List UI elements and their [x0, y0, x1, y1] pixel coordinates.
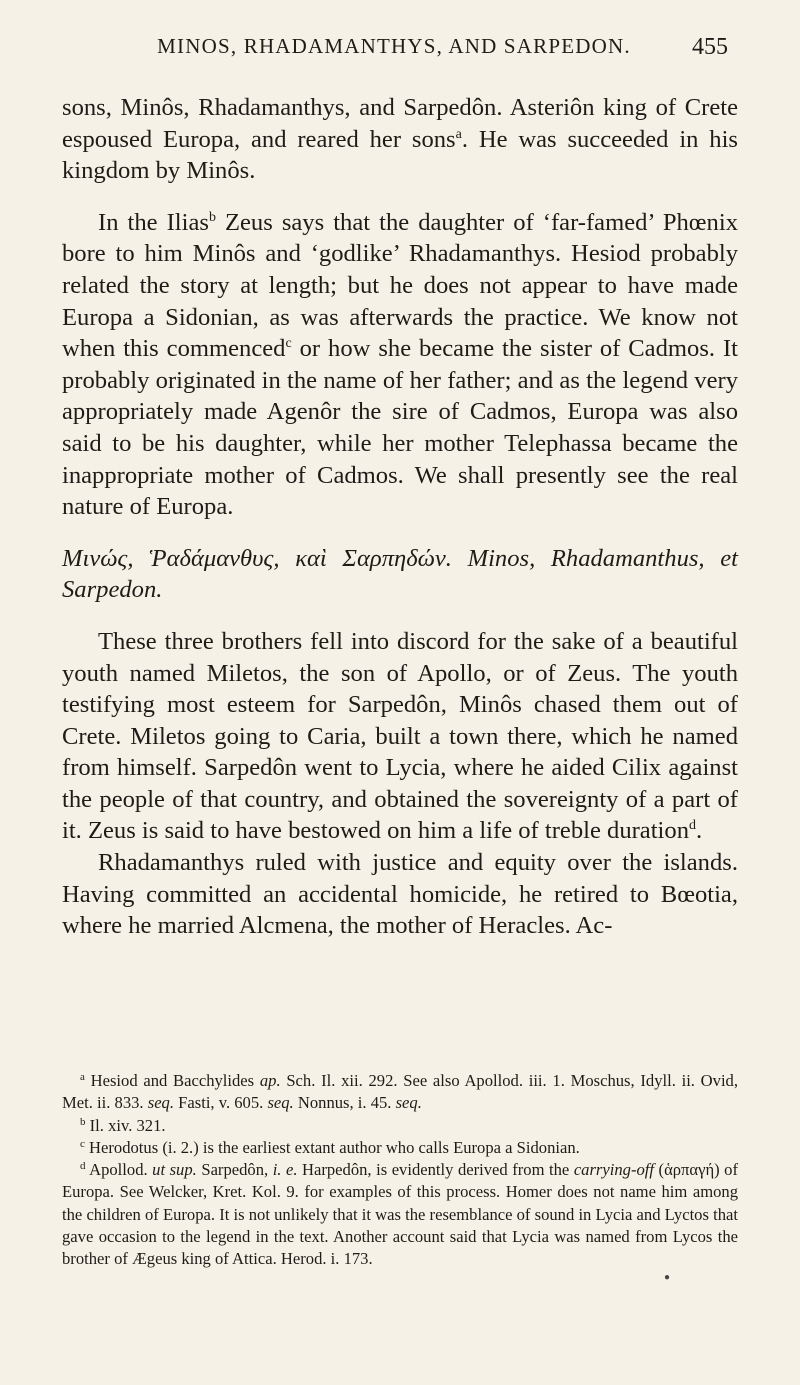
section-heading — [62, 543, 738, 606]
footnote-ref-d[interactable]: d — [689, 818, 696, 834]
footnote-ref-c[interactable]: c — [285, 336, 292, 352]
footnote-a: $^a$ Hesiod and Bacchylides ap. Sch. Il. xii. 292. See also Apollod. iii. 1. Moschus, Idyll. ii. Ovid, Met. ii. 833. seq. Fasti, v. 605. seq. Nonnus, i. 45. seq. — [62, 1071, 739, 1113]
footnotes — [62, 1070, 738, 1271]
page-number: 455 — [692, 34, 728, 60]
paragraph-1: sons, Minôs, Rhadamanthys, and Sarpedôn. Asteriôn king of Crete espoused Europa, and reared her sons$^a$. He was succeeded in his kingdom by Minôs. — [62, 94, 738, 185]
paragraph-2: In the Ilias$^b$ Zeus says that the daughter of ‘far-famed’ Phœnix bore to him Minôs and ‘godlike’ Rhadamanthys. Hesiod probably related the story at length; but he does not appear to have made Europa a Sidonian, as was afterwards the practice. We know not when this commenced$^c$ or how she became the sister of Cadmos. It probably originated in the name of her father; and as the legend very appropriately made Agenôr the sire of Cadmos, Europa was also said to be his daughter, while her mother Telephassa became the inappropriate mother of Cadmos. We shall presently see the real nature of Europa. — [62, 208, 738, 521]
footnote-ref-a[interactable]: a — [455, 126, 462, 142]
footnote-c: $^c$ Herodotus (i. 2.) is the earliest extant author who calls Europa a Sidonian. — [80, 1137, 580, 1157]
footnote-ref-b[interactable]: b — [208, 209, 216, 225]
footnote-d: $^d$ Apollod. ut sup. Sarpedôn, i. e. Harpedôn, is evidently derived from the carrying-off (ἁρπαγή) of Europa. See Welcker, Kret. Kol. 9. for examples of this process. Homer does not name him among the children of Europa. It is not unlikely that it was the resemblance of sound in Lycia and Lyctos that gave occasion to the legend in the text. Another account said that Lycia was named from Lycos the brother of Ægeus king of Attica. Herod. i. 173. — [62, 1160, 738, 1269]
paragraph-4: Rhadamanthys ruled with justice and equity over the islands. Having committed an accidental homicide, he retired to Bœotia, where he married Alcmena, the mother of Heracles. Ac- — [62, 849, 738, 940]
running-title: MINOS, RHADAMANTHYS, AND SARPEDON. — [157, 34, 631, 58]
ink-speck-icon: ● — [664, 1272, 671, 1283]
heading-greek: Μινώς, Ῥαδάμανθυς, καὶ Σαρπηδών. — [62, 544, 452, 572]
heading-latin: Minos, Rhadamanthus, et Sarpedon. — [62, 544, 738, 604]
paragraph-3: These three brothers fell into discord for the sake of a beautiful youth named Miletos, the son of Apollo, or of Zeus. The youth testifying most esteem for Sarpedôn, Minôs chased them out of Crete. Miletos going to Caria, built a town there, which he named from himself. Sarpedôn went to Lycia, where he aided Cilix against the people of that country, and obtained the sovereignty of a part of it. Zeus is said to have bestowed on him a life of treble duration$^d$. — [62, 627, 738, 845]
main-text — [62, 92, 738, 942]
footnote-b: $^b$ Il. xiv. 321. — [80, 1115, 166, 1135]
